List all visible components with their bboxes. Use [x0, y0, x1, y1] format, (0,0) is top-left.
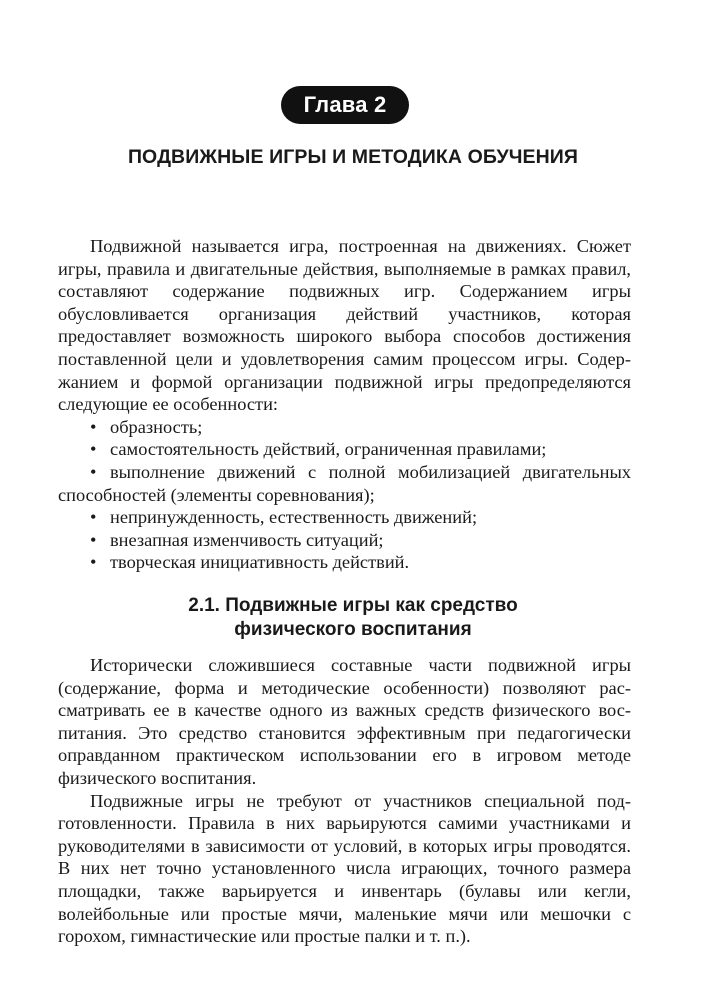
intro-paragraph: Подвижной называется игра, построенная на движениях. Сюжет игры, правила и двигательные действия, выполняемые в рамках правил, составляют содержание подвижных игр. Содержанием игры обусловливается организация действий участников, которая предоставляет возможность широкого выбора способов достижения поставленной цели и удовлетворения самим процессом игры. Содержанием и формой организации подвижной игры предопределяются следующие ее особенности:	[58, 236, 631, 415]
chapter-badge: Глава 2	[281, 86, 409, 124]
section-title	[60, 594, 646, 642]
list-item-text: внезапная изменчивость ситуаций;	[110, 529, 384, 550]
features-list	[58, 416, 631, 574]
list-item	[58, 506, 631, 529]
bullet-icon: •	[90, 507, 97, 528]
section-title-line: 2.1. Подвижные игры как средство	[188, 595, 518, 616]
list-item-text: самостоятельность действий, ограниченная правилами;	[110, 439, 547, 460]
list-item	[58, 551, 631, 574]
list-item	[58, 461, 631, 506]
bullet-icon: •	[90, 416, 97, 437]
list-item-text: творческая инициативность действий.	[110, 552, 410, 573]
bullet-icon: •	[90, 461, 97, 482]
section-paragraph: Исторически сложившиеся составные части подвижной игры (содержание, форма и методические особенности) позволяют рассматривать ее в качестве одного из важных средств физического воспитания. Это средство становится эффективным при педагогически оправданном практическом использовании его в игровом методе физического воспитания.	[58, 655, 631, 788]
list-item	[58, 438, 631, 461]
list-item	[58, 416, 631, 439]
intro-block	[58, 235, 631, 574]
bullet-icon: •	[90, 439, 97, 460]
list-item-text: выполнение движений с полной мобилизацией двигательных способностей (элементы соревнования);	[58, 461, 631, 505]
section-body	[58, 654, 631, 948]
bullet-icon: •	[90, 529, 97, 550]
section-paragraph: Подвижные игры не требуют от участников специальной подготовленности. Правила в них варьируются самими участниками и руководителями в зависимости от условий, в которых игры проводятся. В них нет точно установленного числа играющих, точного размера площадки, также варьируется и инвентарь (булавы или кегли, волейбольные или простые мячи, маленькие мячи или мешочки с горохом, гимнастические или простые палки и т. п.).	[58, 790, 631, 947]
list-item	[58, 529, 631, 552]
chapter-title: ПОДВИЖНЫЕ ИГРЫ И МЕТОДИКА ОБУЧЕНИЯ	[127, 146, 579, 168]
section-title-line: физического воспитания	[234, 619, 472, 640]
list-item-text: непринужденность, естественность движений;	[110, 507, 478, 528]
bullet-icon: •	[90, 552, 97, 573]
list-item-text: образность;	[110, 416, 203, 437]
